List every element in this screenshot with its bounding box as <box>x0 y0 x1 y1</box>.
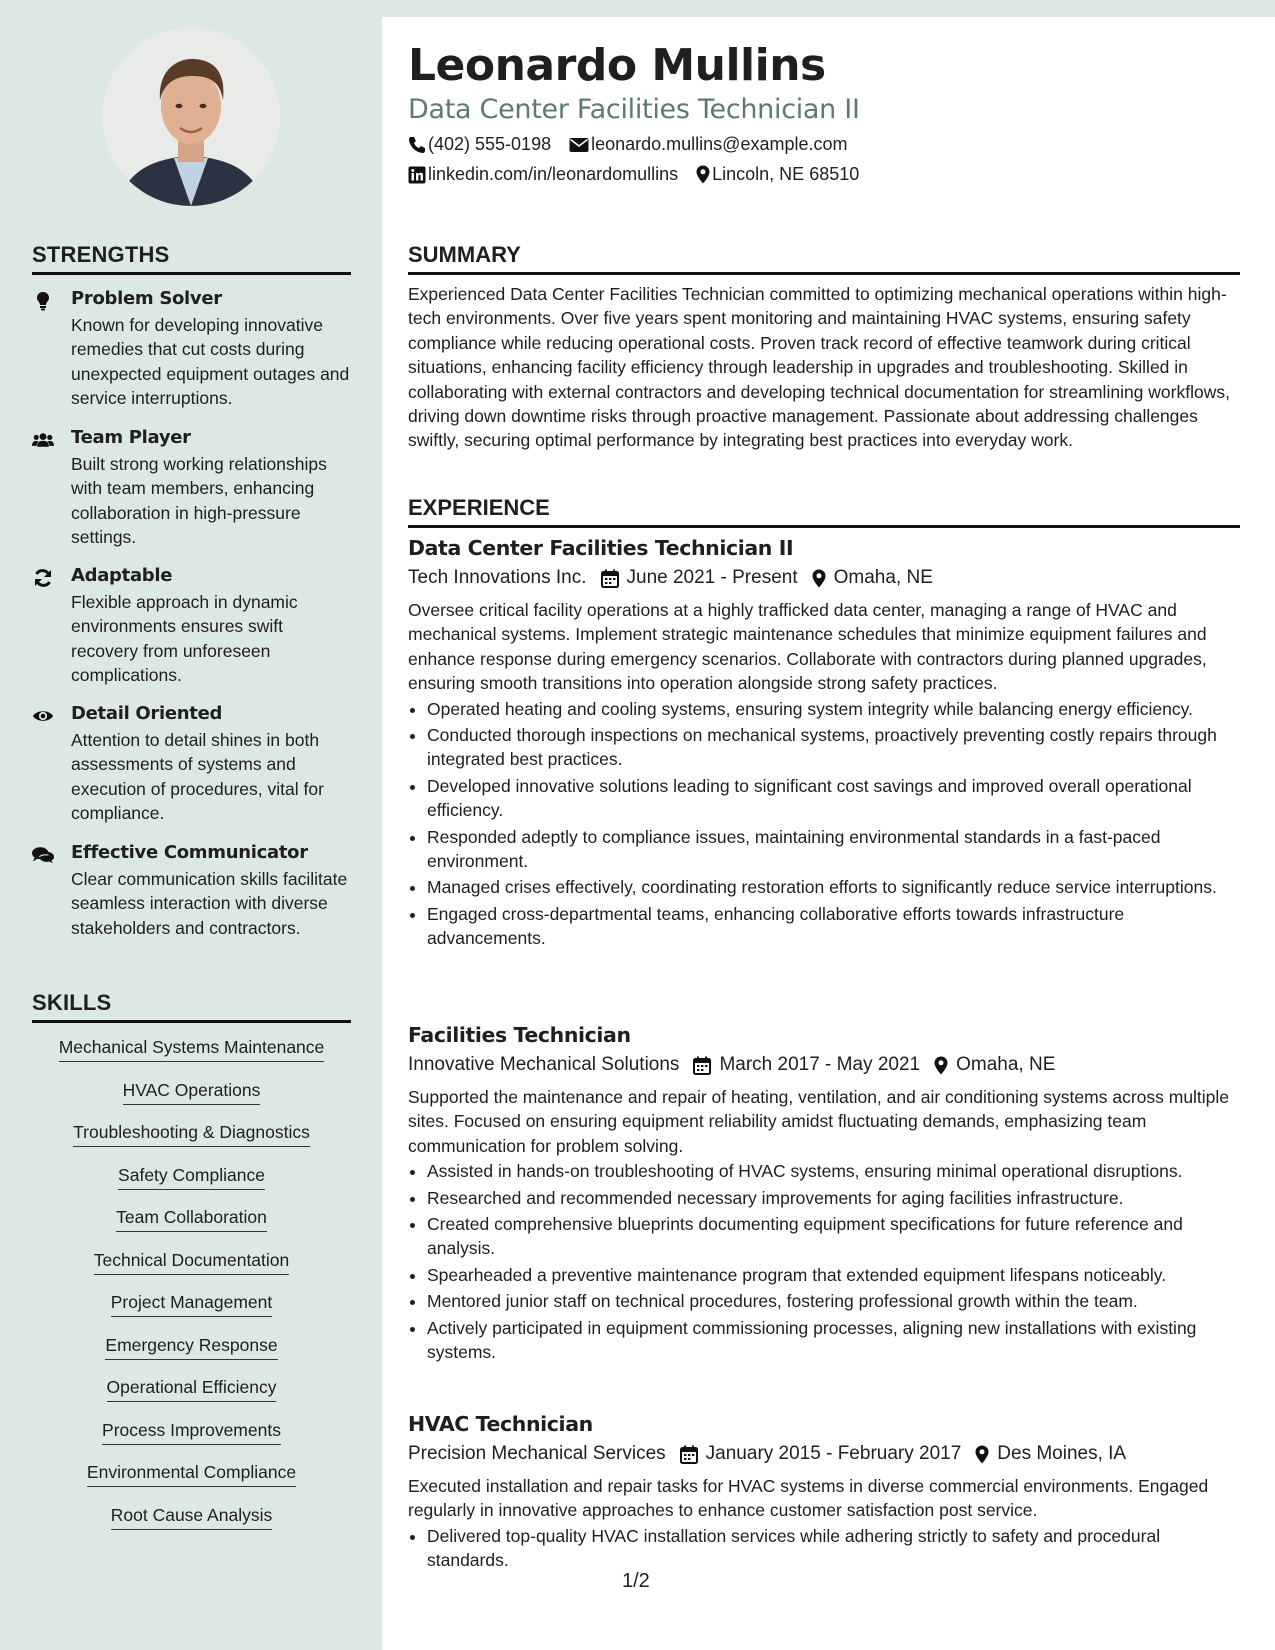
job-description: Executed installation and repair tasks for HVAC systems in diverse commercial environments. Engaged regularly in innovative approaches to enhance customer satisfaction post service. <box>408 1476 1209 1521</box>
profile-photo <box>102 28 280 206</box>
strength-title: Problem Solver <box>71 288 222 309</box>
job-bullet: • Engaged cross-departmental teams, enhancing collaborative efforts towards infrastructure advancements. <box>427 902 1240 951</box>
phone-text[interactable]: (402) 555-0198 <box>428 134 552 154</box>
job-meta <box>408 1053 1240 1077</box>
skill-item: Process Improvements <box>102 1419 281 1445</box>
calendar-icon <box>601 569 619 588</box>
map-marker-icon <box>696 165 710 184</box>
job-title: Data Center Facilities Technician II <box>408 536 794 560</box>
skill-item: Root Cause Analysis <box>111 1504 272 1530</box>
email-link[interactable]: leonardo.mullins@example.com <box>591 134 848 154</box>
envelope-icon <box>569 137 589 153</box>
job-description: Supported the maintenance and repair of heating, ventilation, and air conditioning systems across multiple sites. Focused on ensuring equipment reliability amidst fluctuating demands, emphasizing team communication for problem solving. <box>408 1087 1230 1156</box>
job-dates: March 2017 - May 2021 <box>719 1054 921 1075</box>
top-band <box>0 0 1275 17</box>
job-dates: January 2015 - February 2017 <box>705 1443 962 1464</box>
contact-row <box>408 164 877 185</box>
map-marker-icon <box>975 1445 989 1464</box>
skill-item: Project Management <box>111 1291 272 1317</box>
skills-list <box>32 1036 351 1546</box>
strength-title: Detail Oriented <box>71 703 223 724</box>
calendar-icon <box>693 1056 711 1075</box>
job-bullets <box>408 1524 1240 1573</box>
job-dates: June 2021 - Present <box>626 567 798 588</box>
job-bullet: • Mentored junior staff on technical procedures, fostering professional growth within the team. <box>427 1289 1240 1313</box>
map-marker-icon <box>934 1056 948 1075</box>
strength-desc: Flexible approach in dynamic environments ensures swift recovery from unforeseen complications. <box>71 592 298 685</box>
job-meta <box>408 566 1240 590</box>
summary-heading: SUMMARY <box>408 242 1240 275</box>
skill-item: Mechanical Systems Maintenance <box>59 1036 325 1062</box>
strength-desc: Built strong working relationships with team members, enhancing collaboration in high-pressure settings. <box>71 454 327 547</box>
job-description: Oversee critical facility operations at a highly trafficked data center, managing a range of HVAC and mechanical systems. Implement strategic maintenance schedules that minimize equipment failures and enhance response during emergency scenarios. Collaborate with contractors during planned upgrades, ensuring smooth transitions into operation alongside strong safety practices. <box>408 600 1207 694</box>
strength-title: Team Player <box>71 427 191 448</box>
job-bullet: • Created comprehensive blueprints documenting equipment specifications for future reference and analysis. <box>427 1212 1240 1261</box>
strength-title: Adaptable <box>71 565 173 586</box>
comments-icon <box>32 845 54 865</box>
strength-desc: Known for developing innovative remedies that cut costs during unexpected equipment outages and service interruptions. <box>71 315 350 408</box>
job-title: HVAC Technician <box>408 1412 593 1436</box>
summary-text: Experienced Data Center Facilities Technician committed to optimizing mechanical operations within high-tech environments. Over five years spent monitoring and maintaining HVAC systems, ensuring safety compliance while reducing operational costs. Proven track record of effective teamwork during critical situations, enhancing facility efficiency through leadership in upgrades and troubleshooting. Skilled in collaborating with external contractors and developing technical documentation for streamlining workflows, driving down downtime risks through proactive management. Passionate about addressing challenges swiftly, securing optimal performance by integrating best practices into everyday work. <box>408 284 1230 451</box>
skill-item: Environmental Compliance <box>87 1461 296 1487</box>
job-bullet: • Conducted thorough inspections on mechanical systems, proactively preventing costly repairs through integrated best practices. <box>427 723 1240 772</box>
job-bullet: • Researched and recommended necessary improvements for aging facilities infrastructure. <box>427 1186 1240 1210</box>
job-location: Omaha, NE <box>833 567 933 588</box>
linkedin-icon <box>408 166 426 184</box>
job-company: Precision Mechanical Services <box>408 1443 666 1464</box>
job-bullets <box>408 1159 1240 1364</box>
job-meta <box>408 1442 1240 1466</box>
job-entry <box>408 1022 1240 1366</box>
job-bullet: • Managed crises effectively, coordinating restoration efforts to significantly reduce service interruptions. <box>427 875 1240 899</box>
sync-icon <box>32 568 54 588</box>
strength-desc: Attention to detail shines in both assessments of systems and execution of procedures, vital for compliance. <box>71 730 324 823</box>
skill-item: Troubleshooting & Diagnostics <box>73 1121 310 1147</box>
skill-item: Team Collaboration <box>116 1206 267 1232</box>
job-bullet: • Spearheaded a preventive maintenance program that extended equipment lifespans noticeably. <box>427 1263 1240 1287</box>
contact-row <box>408 134 865 155</box>
skill-item: HVAC Operations <box>123 1079 261 1105</box>
map-marker-icon <box>812 569 826 588</box>
candidate-name: Leonardo Mullins <box>408 40 826 91</box>
calendar-icon <box>680 1445 698 1464</box>
linkedin-link[interactable]: linkedin.com/in/leonardomullins <box>428 164 679 184</box>
skill-item: Emergency Response <box>105 1334 277 1360</box>
job-bullets <box>408 697 1240 951</box>
lightbulb-icon <box>32 291 54 311</box>
skills-heading: SKILLS <box>32 990 351 1023</box>
skill-item: Technical Documentation <box>94 1249 290 1275</box>
candidate-role: Data Center Facilities Technician II <box>408 94 860 125</box>
job-bullet: • Assisted in hands-on troubleshooting of HVAC systems, ensuring minimal operational disruptions. <box>427 1159 1240 1183</box>
job-location: Omaha, NE <box>956 1054 1056 1075</box>
job-entry <box>408 535 1240 953</box>
experience-heading: EXPERIENCE <box>408 495 1240 528</box>
users-icon <box>32 430 54 450</box>
page-number: 1/2 <box>622 1570 650 1592</box>
job-bullet: • Responded adeptly to compliance issues, maintaining environmental standards in a fast-paced environment. <box>427 825 1240 874</box>
job-location: Des Moines, IA <box>997 1443 1127 1464</box>
job-company: Innovative Mechanical Solutions <box>408 1054 680 1075</box>
phone-icon <box>408 136 426 154</box>
job-bullet: • Developed innovative solutions leading to significant cost savings and improved overall operational efficiency. <box>427 774 1240 823</box>
job-bullet: • Operated heating and cooling systems, ensuring system integrity while balancing energy efficiency. <box>427 697 1240 721</box>
strength-desc: Clear communication skills facilitate seamless interaction with diverse stakeholders and contractors. <box>71 869 348 938</box>
skill-item: Safety Compliance <box>118 1164 265 1190</box>
job-bullet: • Delivered top-quality HVAC installation services while adhering strictly to safety and procedural standards. <box>427 1524 1240 1573</box>
job-bullet: • Actively participated in equipment commissioning processes, aligning new installations with existing systems. <box>427 1316 1240 1365</box>
job-entry <box>408 1411 1240 1575</box>
eye-icon <box>32 706 54 726</box>
strength-title: Effective Communicator <box>71 842 308 863</box>
location-text: Lincoln, NE 68510 <box>712 164 860 184</box>
job-title: Facilities Technician <box>408 1023 631 1047</box>
skill-item: Operational Efficiency <box>107 1376 277 1402</box>
job-company: Tech Innovations Inc. <box>408 567 587 588</box>
strengths-heading: STRENGTHS <box>32 242 351 275</box>
